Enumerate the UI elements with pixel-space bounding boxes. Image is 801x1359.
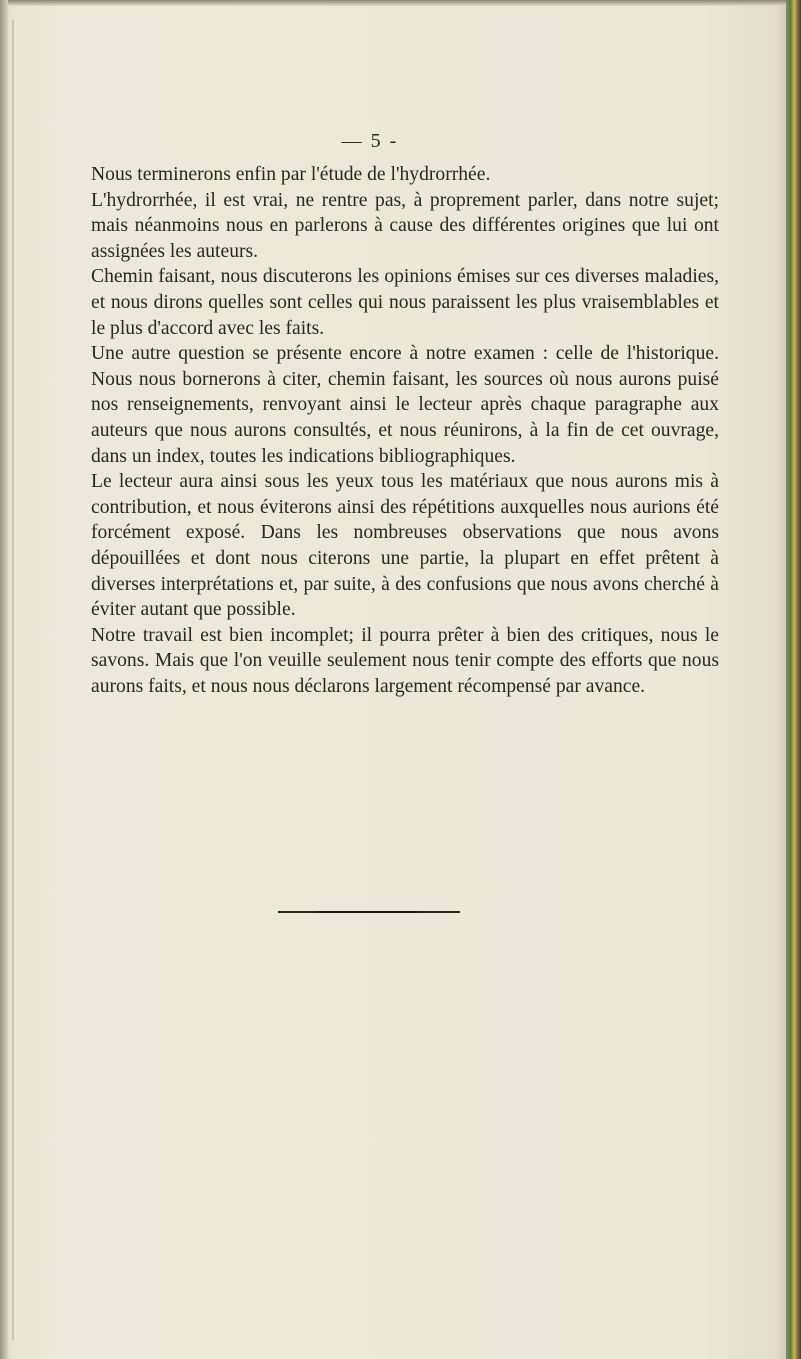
book-cover-edge bbox=[786, 0, 801, 1359]
paragraph-6: Notre travail est bien incomplet; il pourra prêter à bien des critiques, nous le savons. Mais que l'on veuille seulement nous tenir compte des efforts que nous aurons faits, et nous nous déclarons largement récompensé par avance. bbox=[91, 624, 719, 697]
page-number: — 5 - bbox=[341, 130, 399, 152]
paragraph-5: Le lecteur aura ainsi sous les yeux tous les matériaux que nous aurons mis à contribution, et nous éviterons ainsi des répétitions auxquelles nous aurions été forcément exposé. Dans les nombreuses observations que nous avons dépouillées et dont nous citerons une partie, la plupart en effet prêtent à diverses interprétations et, par suite, à des confusions que nous avons cherché à éviter autant que possible. bbox=[91, 471, 719, 621]
paragraph-1: Nous terminerons enfin par l'étude de l'hydrorrhée. bbox=[91, 164, 491, 185]
page-left-fold bbox=[12, 20, 14, 1340]
page-top-edge bbox=[0, 0, 801, 6]
section-divider-rule bbox=[278, 911, 460, 913]
paragraph-4: Une autre question se présente encore à notre examen : celle de l'historique. Nous nous bornerons à citer, chemin faisant, les sources où nous aurons puisé nos renseignements, renvoyant ainsi le lecteur après chaque paragraphe aux auteurs que nous aurons consultés, et nous réunirons, à la fin de cet ouvrage, dans un index, toutes les indications bibliographiques. bbox=[91, 343, 719, 467]
paragraph-2: L'hydrorrhée, il est vrai, ne rentre pas, à proprement parler, dans notre sujet; mais néanmoins nous en parlerons à cause des différentes origines que lui ont assignées les auteurs. bbox=[91, 189, 719, 262]
paragraph-3: Chemin faisant, nous discuterons les opinions émises sur ces diverses maladies, et nous dirons quelles sont celles qui nous paraissent les plus vraisemblables et le plus d'accord avec les faits. bbox=[91, 266, 719, 339]
body-text bbox=[91, 162, 719, 699]
page-gutter-shadow bbox=[0, 0, 8, 1359]
